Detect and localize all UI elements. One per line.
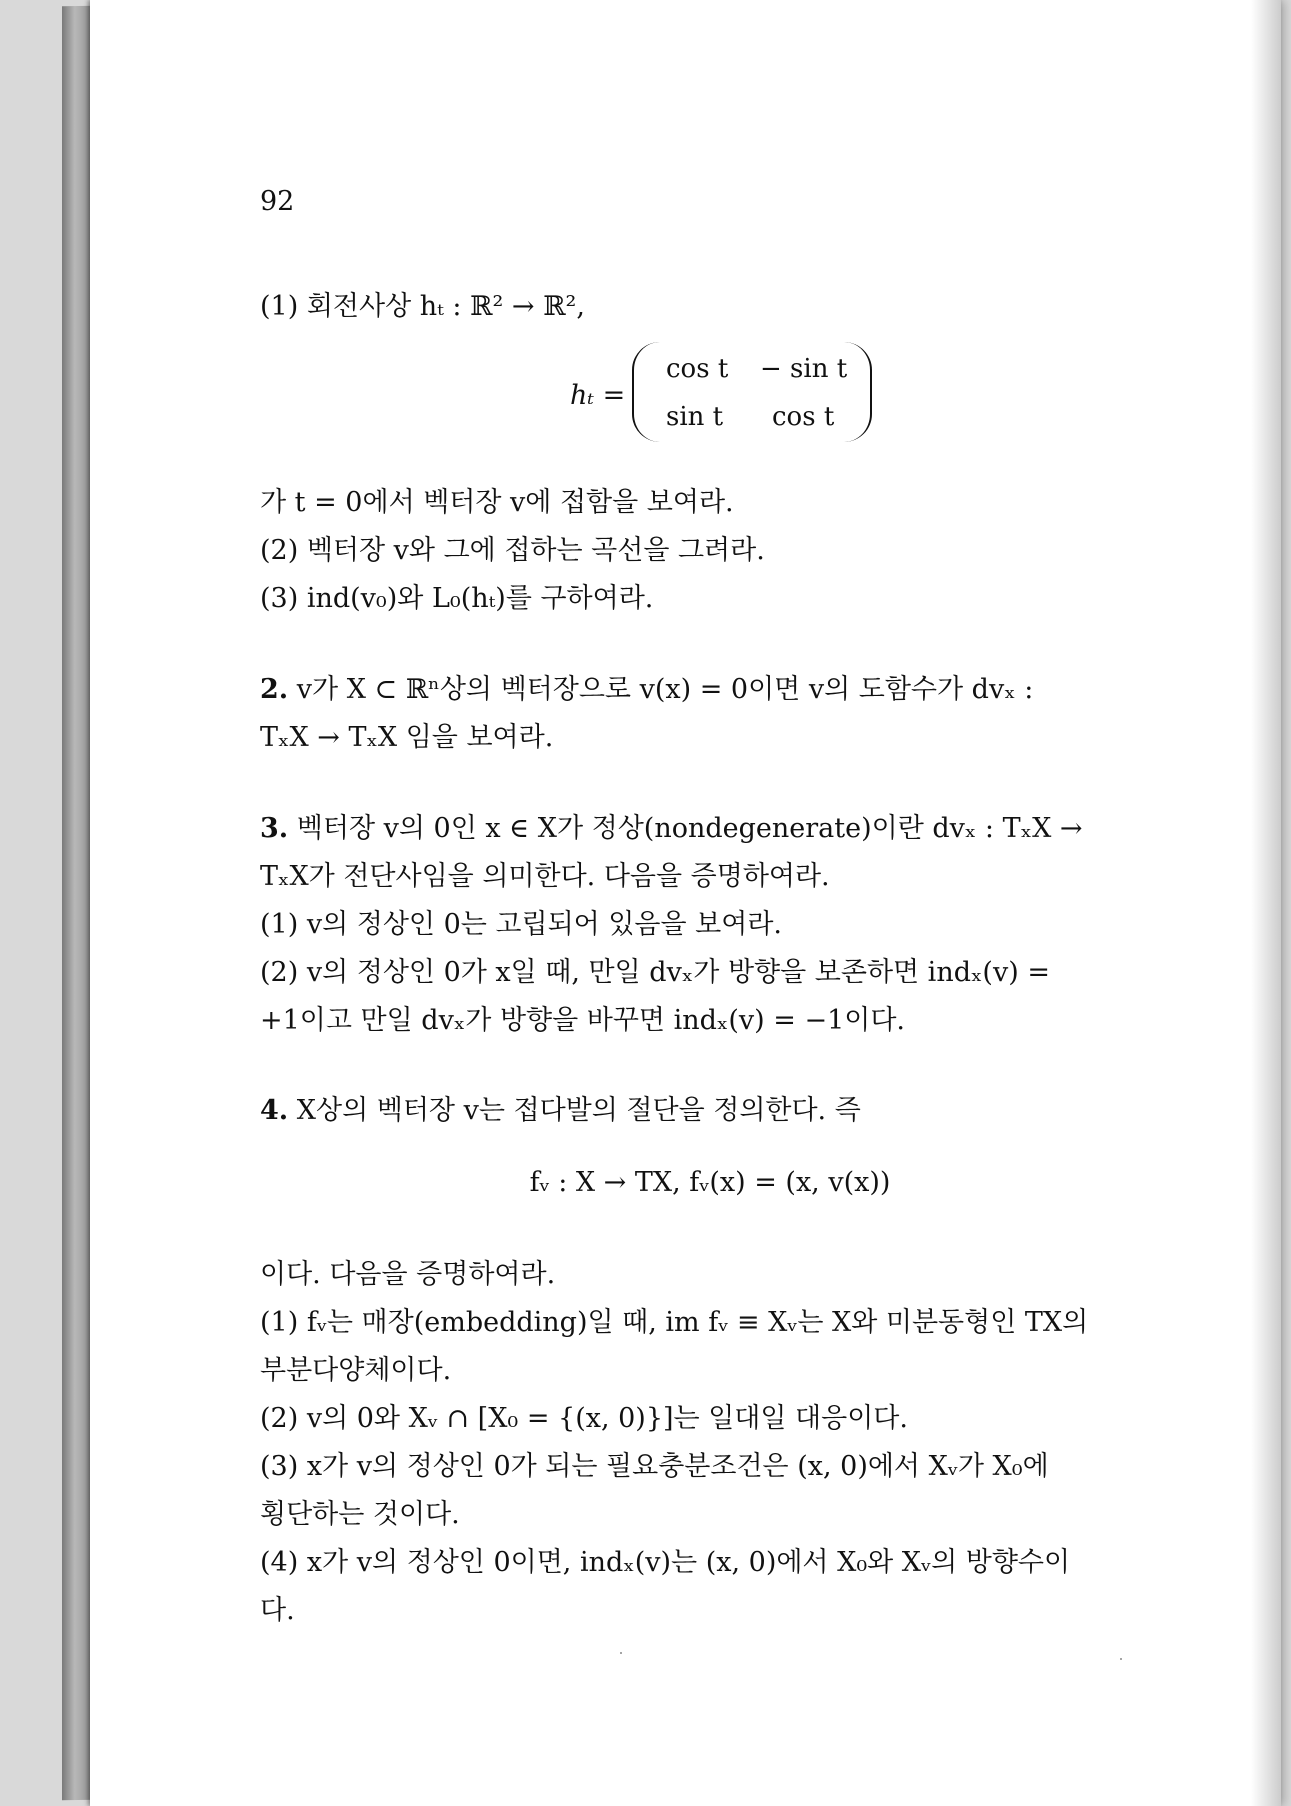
- exercise-2-line-1: [260, 667, 1033, 706]
- exercise-4-item-3: (3) x가 v의 정상인 0가 되는 필요충분조건은 (x, 0)에서 Xᵥ가 X₀에: [260, 1451, 1049, 1482]
- matrix-lhs: hₜ =: [570, 380, 626, 411]
- exercise-4-item-1-cont: 부분다양체이다.: [260, 1355, 452, 1386]
- exercise-3-text-a: 벡터장 v의 0인 x ∈ X가 정상(nondegenerate)이란 dvₓ : TₓX →: [296, 813, 1083, 844]
- exercise-4-item-4-cont: 다.: [260, 1595, 295, 1626]
- matrix-right-paren: [844, 342, 872, 442]
- exercise-4-line-1: [260, 1088, 861, 1127]
- exercise-4-line-2: 이다. 다음을 증명하여라.: [260, 1259, 556, 1290]
- exercise-4-item-2: (2) v의 0와 Xᵥ ∩ [X₀ = {(x, 0)}]는 일대일 대응이다.: [260, 1403, 908, 1434]
- exercise-3-item-2: (2) v의 정상인 0가 x일 때, 만일 dvₓ가 방향을 보존하면 indₓ(v) =: [260, 957, 1050, 988]
- exercise-3-number: 3.: [260, 813, 289, 844]
- matrix-cell-11: cos t: [666, 354, 729, 384]
- exercise-3-item-1: (1) v의 정상인 0는 고립되어 있음을 보여라.: [260, 909, 782, 940]
- exercise-4-item-1: (1) fᵥ는 매장(embedding)일 때, im fᵥ ≡ Xᵥ는 X와 미분동형인 TX의: [260, 1307, 1089, 1338]
- exercise-1-item-3: (3) ind(v₀)와 L₀(hₜ)를 구하여라.: [260, 583, 654, 614]
- matrix-left-paren: [632, 342, 660, 442]
- exercise-1-item-2: (2) 벡터장 v와 그에 접하는 곡선을 그려라.: [260, 535, 765, 566]
- exercise-4-number: 4.: [260, 1095, 289, 1126]
- matrix-cell-12: − sin t: [760, 354, 848, 384]
- page-number: 92: [260, 186, 295, 217]
- exercise-4-equation: fᵥ : X → TX, fᵥ(x) = (x, v(x)): [529, 1167, 891, 1198]
- exercise-4-item-4: (4) x가 v의 정상인 0이면, indₓ(v)는 (x, 0)에서 X₀와 Xᵥ의 방향수이: [260, 1547, 1071, 1578]
- scan-speck: [620, 1652, 622, 1654]
- exercise-2-text-a: v가 X ⊂ ℝⁿ상의 벡터장으로 v(x) = 0이면 v의 도함수가 dvₓ :: [296, 674, 1034, 705]
- exercise-4-text-a: X상의 벡터장 v는 접다발의 절단을 정의한다. 즉: [296, 1095, 861, 1126]
- exercise-3-line-2: TₓX가 전단사임을 의미한다. 다음을 증명하여라.: [260, 861, 830, 892]
- matrix-cell-22: cos t: [772, 402, 835, 432]
- exercise-2-line-2: TₓX → TₓX 임을 보여라.: [260, 722, 554, 753]
- exercise-1-line-2: 가 t = 0에서 벡터장 v에 접함을 보여라.: [260, 487, 734, 518]
- scan-speck: [1120, 1658, 1122, 1660]
- matrix-cell-21: sin t: [666, 402, 724, 432]
- exercise-2-number: 2.: [260, 674, 289, 705]
- page-right-shadow: [1251, 0, 1281, 1806]
- exercise-3-line-1: [260, 806, 1083, 845]
- exercise-1-item-1: (1) 회전사상 hₜ : ℝ² → ℝ²,: [260, 291, 585, 322]
- exercise-4-item-3-cont: 횡단하는 것이다.: [260, 1499, 460, 1530]
- exercise-3-item-2-cont: +1이고 만일 dvₓ가 방향을 바꾸면 indₓ(v) = −1이다.: [260, 1005, 906, 1036]
- rotation-matrix: [260, 342, 1160, 452]
- book-page: [90, 0, 1281, 1806]
